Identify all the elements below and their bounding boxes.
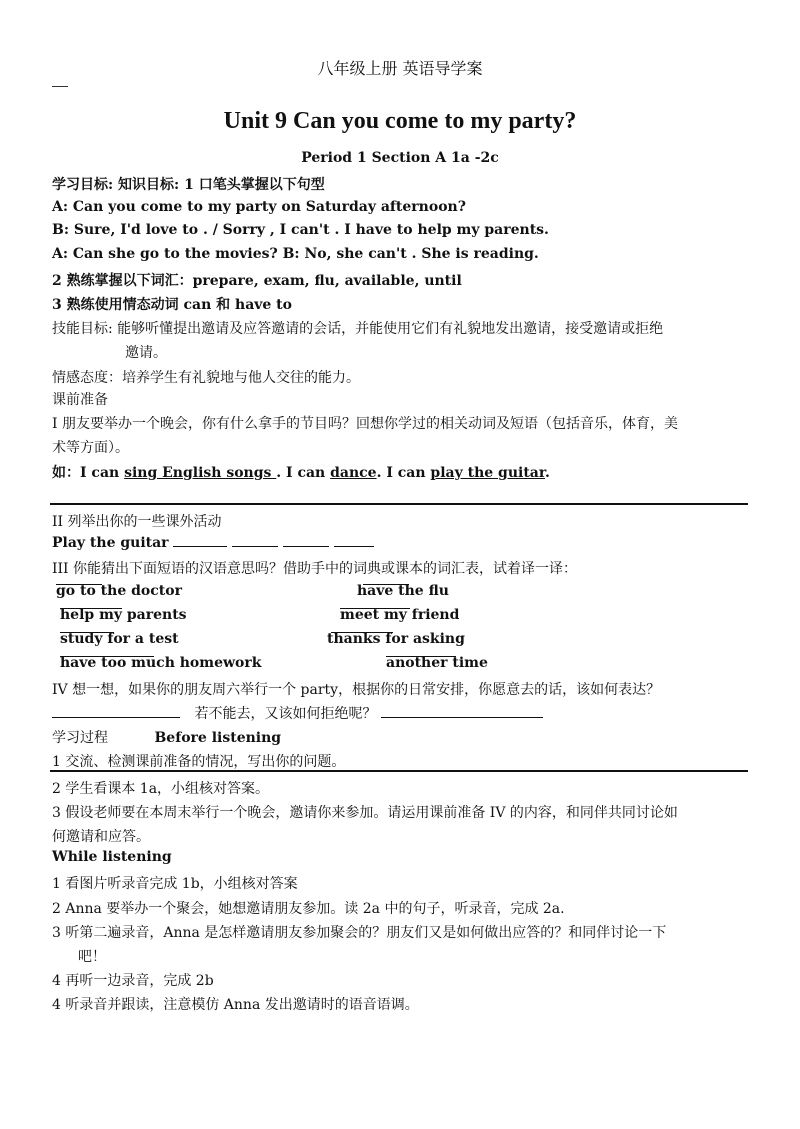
phrase-blank[interactable] [60,607,122,609]
modal-verbs-line: 3 熟练使用情态动词 can 和 have to [52,297,292,313]
while-listening-heading: While listening [52,849,172,865]
phrase-blank[interactable] [56,583,102,585]
phrase-blank[interactable] [60,631,114,633]
example-phrase-3: play the guitar [430,465,545,481]
section-divider-1 [50,503,748,505]
process-step-2: 2 学生看课本 1a，小组核对答案。 [52,781,270,797]
refuse-blank[interactable] [381,716,543,718]
while-step-3: 3 听第二遍录音，Anna 是怎样邀请朋友参加聚会的？朋友们又是如何做出应答的？和同伴讨论一下 [52,925,667,941]
objective-knowledge: 学习目标: 知识目标: 1 口笔头掌握以下句型 [52,177,325,193]
before-listening-heading: Before listening [154,730,282,746]
phrase-item: have the flu [357,583,449,599]
while-step-1: 1 看图片听录音完成 1b，小组核对答案 [52,876,298,892]
skill-objective-cont: 邀请。 [125,345,167,361]
document-header: 八年级上册 英语导学案 [317,59,483,78]
period-subtitle: Period 1 Section A 1a -2c [301,150,499,166]
example-end: . [544,465,550,481]
invitation-answer-line [52,703,543,723]
activity-blank-2[interactable] [232,545,278,547]
prep-task-1-cont: 术等方面）。 [52,440,129,456]
phrase-item: help my parents [60,607,187,623]
activity-blank-1[interactable] [173,545,227,547]
while-step-3-cont: 吧！ [78,949,106,965]
phrase-item: meet my friend [340,607,460,623]
refuse-question: 若不能去，又该如何拒绝呢？ [194,706,377,722]
section-divider-2 [50,770,748,772]
phrase-item: have too much homework [60,655,262,671]
example-mid-2: . I can [376,465,431,481]
translate-heading: III 你能猜出下面短语的汉语意思吗？借助手中的词典或课本的词汇表，试着译一译： [52,561,578,577]
preparation-heading: 课前准备 [52,392,108,408]
phrase-blank[interactable] [386,655,456,657]
phrase-item: study for a test [60,631,179,647]
phrase-item: go to the doctor [56,583,182,599]
phrase-item: thanks for asking [327,631,465,647]
accept-blank[interactable] [52,716,180,718]
process-heading-line [52,727,281,747]
phrase-item: another time [386,655,488,671]
example-phrase-2: dance [330,465,377,481]
phrase-blank[interactable] [340,607,410,609]
sentence-a1: A: Can you come to my party on Saturday afternoon? [52,199,466,215]
process-heading: 学习过程 [52,730,108,746]
activities-line [52,535,374,551]
skill-objective: 技能目标: 能够听懂提出邀请及应答邀请的会话，并能使用它们有礼貌地发出邀请，接受邀请或拒绝 [52,321,664,337]
phrase-blank[interactable] [60,655,154,657]
activities-heading: II 列举出你的一些课外活动 [52,514,222,530]
process-step-3-cont: 何邀请和应答。 [52,829,150,845]
activity-blank-3[interactable] [283,545,329,547]
phrase-blank[interactable] [363,583,409,585]
prep-task-1: I 朋友要举办一个晚会，你有什么拿手的节目吗？回想你学过的相关动词及短语（包括音乐，体育，美 [52,416,678,432]
example-line [52,462,550,482]
phrase-blank[interactable] [331,631,393,633]
vocabulary-line: 2 熟练掌握以下词汇：prepare, exam, flu, available, until [52,273,462,289]
example-phrase-1: sing English songs [124,465,277,481]
activity-example: Play the guitar [52,535,169,551]
invitation-question: IV 想一想，如果你的朋友周六举行一个 party，根据你的日常安排，你愿意去的话，该如何表达？ [52,682,661,698]
activity-blank-4[interactable] [334,545,374,547]
sentence-a2: A: Can she go to the movies? B: No, she can't . She is reading. [52,246,539,262]
attitude-objective: 情感态度：培养学生有礼貌地与他人交往的能力。 [52,370,360,386]
unit-title: Unit 9 Can you come to my party? [223,108,577,134]
process-step-1: 1 交流、检测课前准备的情况，写出你的问题。 [52,754,346,770]
while-step-5: 4 听录音并跟读，注意模仿 Anna 发出邀请时的语音语调。 [52,997,419,1013]
while-step-2: 2 Anna 要举办一个聚会，她想邀请朋友参加。读 2a 中的句子，听录音，完成 2a. [52,901,565,917]
example-prefix: 如：I can [52,465,125,481]
process-step-3: 3 假设老师要在本周末举行一个晚会，邀请你来参加。请运用课前准备 IV 的内容，和同伴共同讨论如 [52,805,678,821]
example-mid-1: . I can [276,465,331,481]
while-step-4: 4 再听一边录音，完成 2b [52,973,214,989]
sentence-b1: B: Sure, I'd love to . / Sorry , I can't . I have to help my parents. [52,222,549,238]
header-dash [52,86,68,87]
